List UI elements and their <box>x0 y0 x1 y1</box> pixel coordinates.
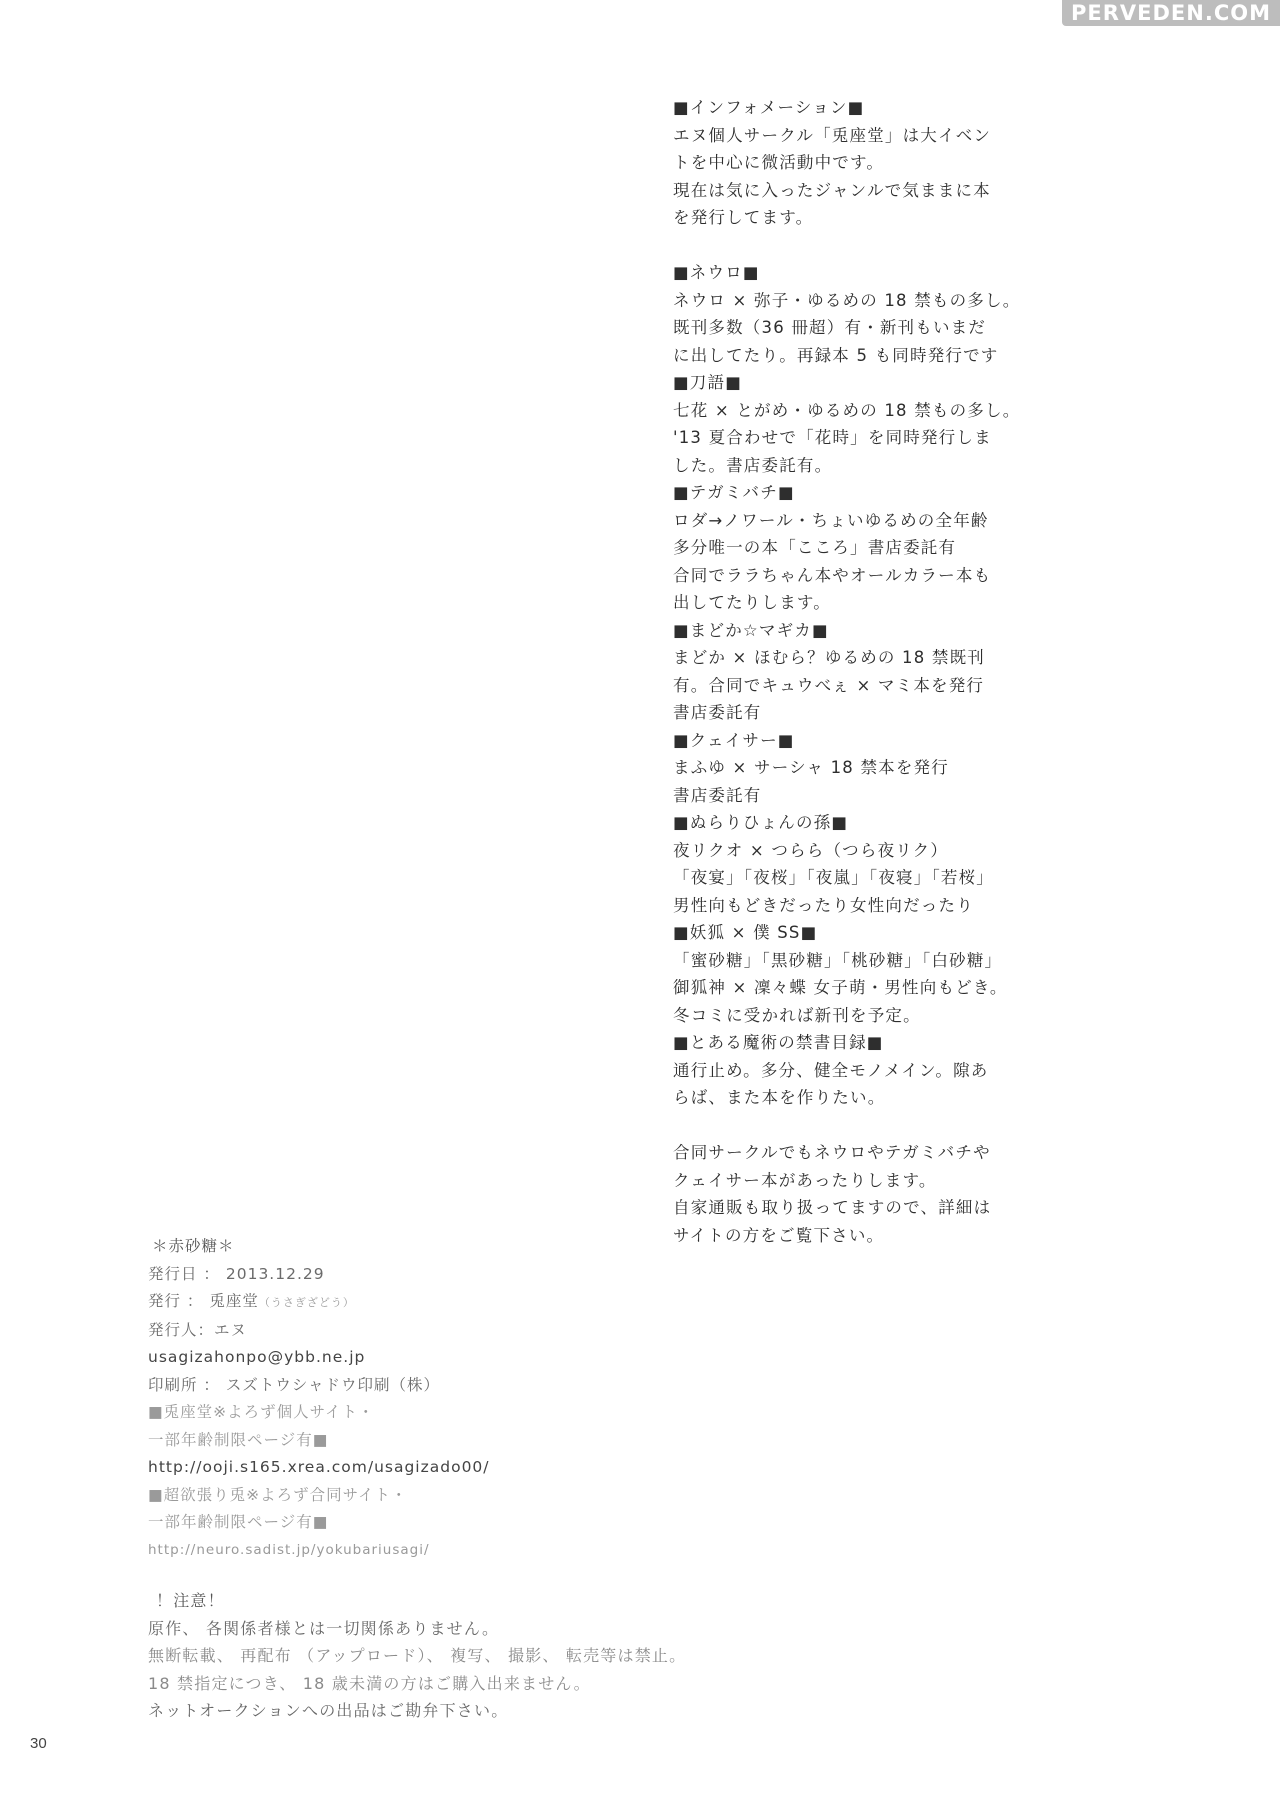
info-line: 男性向もどきだったり女性向だったり <box>673 895 974 915</box>
publisher <box>148 1288 648 1317</box>
info-line: 御狐神 × 凜々蝶 女子萌・男性向もどき。 <box>673 978 1008 997</box>
notice-line-1: 原作、 各関係者様とは一切関係ありません。 <box>148 1618 500 1638</box>
author: 発行人：エヌ <box>148 1320 248 1339</box>
site1-description: ■兎座堂※よろず個人サイト・ <box>148 1403 375 1421</box>
info-line: 多分唯一の本「こころ」書店委託有 <box>673 538 957 557</box>
info-line: 冬コミに受かれば新刊を予定。 <box>673 1005 921 1025</box>
notice-line-3: 18 禁指定につき、 18 歳未満の方はご購入出来ません。 <box>148 1673 591 1693</box>
info-line: 「夜宴」「夜桜」「夜嵐」「夜寝」「若桜」 <box>673 868 994 887</box>
spacer <box>673 232 1093 260</box>
info-line: 出してたりします。 <box>673 593 831 612</box>
info-line: 書店委託有 <box>673 785 762 805</box>
publish-date: 発行日 ： 2013.12.29 <box>148 1264 325 1283</box>
site1-url[interactable]: http://ooji.s165.xrea.com/usagizado00/ <box>148 1458 490 1476</box>
info-line: 合同でララちゃん本やオールカラー本も <box>673 565 992 585</box>
info-line: まどか × ほむら？ゆるめの 18 禁既刊 <box>673 648 986 667</box>
info-line: 自家通販も取り扱ってますので、詳細は <box>673 1198 992 1217</box>
section-heading: ■インフォメーション■ <box>673 98 865 117</box>
info-line: 既刊多数（36 冊超）有・新刊もいまだ <box>673 318 987 337</box>
section-heading: ■妖狐 × 僕 SS■ <box>673 923 818 942</box>
info-line: サイトの方をご覧下さい。 <box>673 1225 885 1245</box>
info-line: らば、また本を作りたい。 <box>673 1088 886 1107</box>
site2-restriction: 一部年齢制限ページ有■ <box>148 1513 329 1531</box>
spacer <box>673 1112 1093 1140</box>
publisher-reading: （うさぎざどう） <box>258 1296 355 1309</box>
info-line: 通行止め。多分、健全モノメイン。隙あ <box>673 1060 989 1080</box>
book-title: ＊赤砂糖＊ <box>152 1237 235 1255</box>
info-line: 合同サークルでもネウロやテガミバチや <box>673 1143 991 1162</box>
colophon <box>148 1233 648 1564</box>
info-line: クェイサー本があったりします。 <box>673 1170 937 1190</box>
info-line: を発行してます。 <box>673 208 814 227</box>
page-number: 30 <box>30 1735 47 1752</box>
info-line: まふゆ × サーシャ 18 禁本を発行 <box>673 758 949 777</box>
printer: 印刷所 ： スズトウシャドウ印刷（株） <box>148 1375 441 1394</box>
info-line: に出してたり。再録本 5 も同時発行です <box>673 345 999 365</box>
info-line: トを中心に微活動中です。 <box>673 153 885 172</box>
notice-line-2: 無断転載、 再配布 （アップロード）、 複写、 撮影、 転売等は禁止。 <box>148 1646 687 1665</box>
info-line: 「蜜砂糖」「黒砂糖」「桃砂糖」「白砂糖」 <box>673 950 1003 970</box>
notice-section <box>148 1587 948 1725</box>
info-line: 七花 × とがめ・ゆるめの 18 禁もの多し。 <box>673 400 1021 420</box>
info-line: 夜リクオ × つらら（つら夜リク） <box>673 840 949 860</box>
info-line: 有。合同でキュウべぇ × マミ本を発行 <box>673 675 985 695</box>
contact-email: usagizahonpo@ybb.ne.jp <box>148 1348 366 1366</box>
info-line: エヌ個人サークル「兎座堂」は大イベン <box>673 125 992 145</box>
publisher-name: 発行 ： 兎座堂 <box>148 1292 259 1310</box>
info-line: 書店委託有 <box>673 703 762 722</box>
site1-restriction: 一部年齢制限ページ有■ <box>148 1430 329 1449</box>
section-heading: ■まどか☆マギカ■ <box>673 620 829 640</box>
info-line: ネウロ × 弥子・ゆるめの 18 禁もの多し。 <box>673 290 1021 310</box>
info-line: '13 夏合わせで「花時」を同時発行しま <box>673 428 992 447</box>
notice-line-4: ネットオークションへの出品はご勘弁下さい。 <box>148 1701 509 1720</box>
section-heading: ■刀語■ <box>673 373 742 392</box>
site-watermark: PERVEDEN.COM <box>1062 0 1280 26</box>
section-heading: ■クェイサー■ <box>673 730 795 750</box>
info-line: した。書店委託有。 <box>673 455 833 475</box>
section-heading: ■とある魔術の禁書目録■ <box>673 1033 884 1052</box>
section-heading: ■ぬらりひょんの孫■ <box>673 813 849 832</box>
information-column <box>673 94 1093 1249</box>
site2-url[interactable]: http://neuro.sadist.jp/yokubariusagi/ <box>148 1541 430 1558</box>
site2-description: ■超欲張り兎※よろず合同サイト・ <box>148 1485 408 1504</box>
notice-title: ！注意！ <box>156 1591 225 1610</box>
info-line: 現在は気に入ったジャンルで気ままに本 <box>673 180 991 200</box>
section-heading: ■テガミバチ■ <box>673 483 795 502</box>
section-heading: ■ネウロ■ <box>673 263 760 282</box>
info-line: ロダ→ノワール・ちょいゆるめの全年齢 <box>673 510 989 530</box>
